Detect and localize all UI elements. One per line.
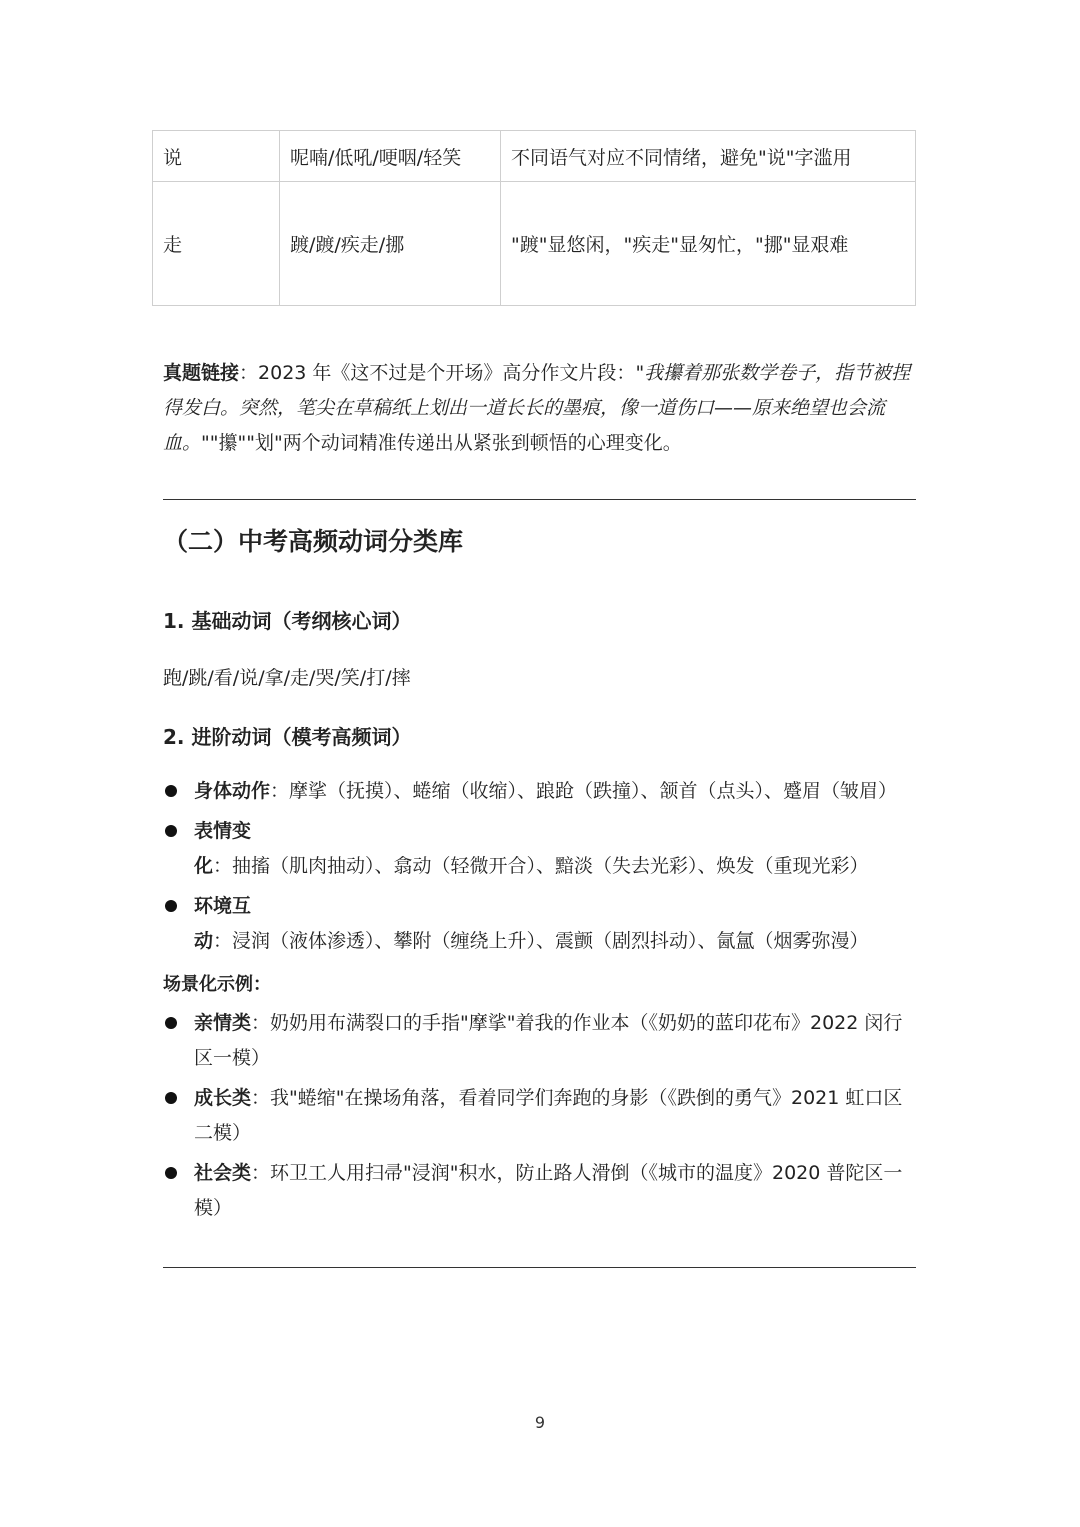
scene-text: ：环卫工人用扫帚"浸润"积水，防止路人滑倒（《城市的温度》2020 普陀区一模） (194, 1162, 903, 1219)
variants-cell: 呢喃/低吼/哽咽/轻笑 (280, 131, 501, 182)
basic-verbs-list: 跑/跳/看/说/拿/走/哭/笑/打/摔 (163, 667, 411, 689)
scene-text: ：奶奶用布满裂口的手指"摩挲"着我的作业本（《奶奶的蓝印花布》2022 闵行区一模） (194, 1012, 903, 1069)
scene-label: 社会类 (194, 1162, 252, 1184)
exam-link-analysis: "攥""划"两个动词精准传递出从紧张到顿悟的心理变化。 (209, 432, 682, 454)
note-cell: "踱"显悠闲，"疾走"显匆忙，"挪"显艰难 (501, 182, 916, 306)
bullet-icon (165, 785, 177, 797)
category-text: ：浸润（液体渗透）、攀附（缠绕上升）、震颤（剧烈抖动）、氤氲（烟雾弥漫） (213, 930, 869, 952)
scene-label: 亲情类 (194, 1012, 252, 1034)
category-label: 环境互动 (194, 895, 252, 952)
list-item (163, 889, 919, 959)
scene-examples-list (163, 1006, 919, 1231)
list-item (163, 1081, 919, 1151)
bullet-icon (165, 900, 177, 912)
bullet-icon (165, 1167, 177, 1179)
exam-link-colon: ： (239, 362, 259, 384)
exam-link-label: 真题链接 (163, 362, 240, 384)
bullet-icon (165, 825, 177, 837)
exam-link-paragraph (163, 356, 919, 461)
note-cell: 不同语气对应不同情绪，避免"说"字滥用 (501, 131, 916, 182)
scene-text: ：我"蜷缩"在操场角落，看着同学们奔跑的身影（《跌倒的勇气》2021 虹口区二模） (194, 1087, 903, 1144)
scene-examples-label: 场景化示例： (163, 974, 271, 995)
variants-cell: 踱/踱/疾走/挪 (280, 182, 501, 306)
verb-table (152, 130, 916, 306)
advanced-verbs-list (163, 774, 919, 964)
exam-link-quote: "我攥着那张数学卷子，指节被捏得发白。突然，笔尖在草稿纸上划出一道长长的墨痕，像一道伤口——原来绝望也会流血。" (163, 362, 911, 454)
divider (163, 1267, 916, 1268)
advanced-verbs-heading: 2. 进阶动词（模考高频词） (163, 725, 412, 749)
section-title: （二）中考高频动词分类库 (163, 527, 464, 556)
list-item (163, 814, 919, 884)
list-item (163, 774, 919, 809)
bullet-icon (165, 1092, 177, 1104)
divider (163, 499, 916, 500)
table-row (153, 182, 916, 306)
list-item (163, 1006, 919, 1076)
table-row (153, 131, 916, 182)
exam-link-intro: 2023 年《这不过是个开场》高分作文片段： (258, 362, 636, 384)
category-label: 身体动作 (194, 780, 271, 802)
list-item (163, 1156, 919, 1226)
category-label: 表情变化 (194, 820, 252, 877)
category-text: ：抽搐（肌肉抽动）、翕动（轻微开合）、黯淡（失去光彩）、焕发（重现光彩） (213, 855, 869, 877)
page-number: 9 (534, 1413, 546, 1432)
category-text: ：摩挲（抚摸）、蜷缩（收缩）、踉跄（跌撞）、颔首（点头）、蹙眉（皱眉） (270, 780, 898, 802)
verb-cell: 走 (153, 182, 280, 306)
verb-cell: 说 (153, 131, 280, 182)
bullet-icon (165, 1017, 177, 1029)
basic-verbs-heading: 1. 基础动词（考纲核心词） (163, 609, 412, 633)
scene-label: 成长类 (194, 1087, 252, 1109)
